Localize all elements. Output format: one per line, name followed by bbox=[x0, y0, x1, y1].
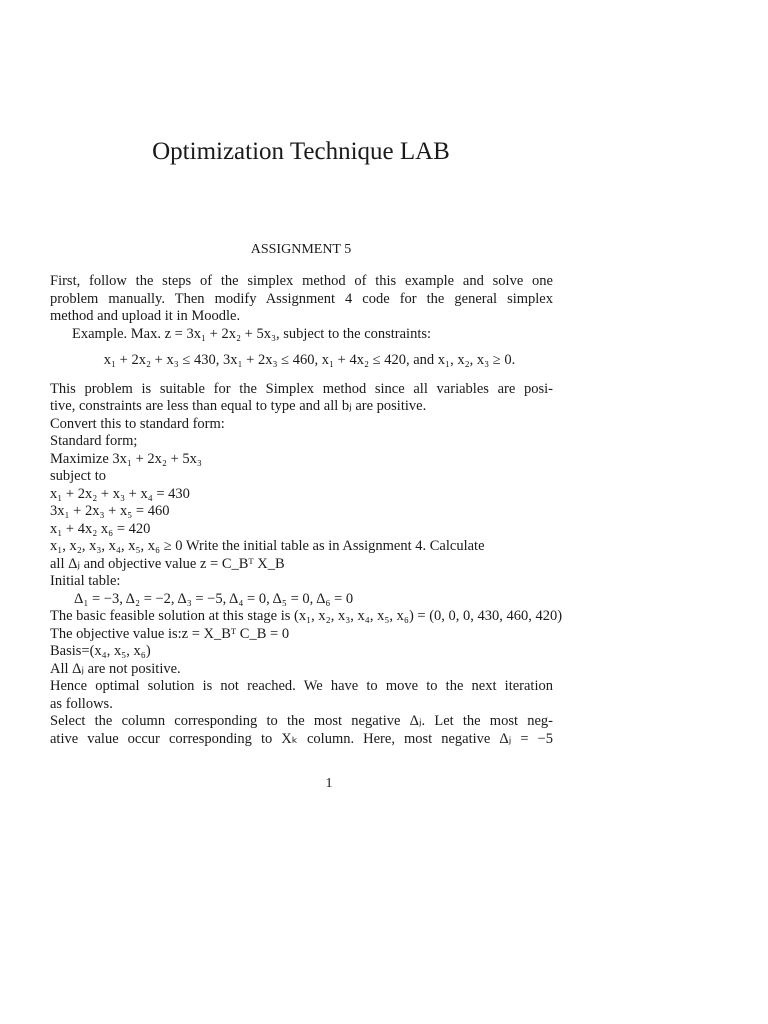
select-column-line-1: Select the column corresponding to the most negative Δⱼ. Let the most neg- bbox=[50, 713, 553, 729]
not-positive-line: All Δⱼ are not positive. bbox=[50, 660, 181, 677]
intro-line-3: method and upload it in Moodle. bbox=[50, 308, 241, 324]
page-number: 1 bbox=[325, 776, 333, 791]
intro-line-2: problem manually. Then modify Assignment 4 code for the general simplex bbox=[50, 290, 553, 307]
assignment-heading: ASSIGNMENT 5 bbox=[250, 242, 352, 257]
delta-values: Δ₁ = −3, Δ₂ = −2, Δ₃ = −5, Δ₄ = 0, Δ₅ = 0, Δ₆ = 0 bbox=[74, 590, 354, 607]
constraint-3: x₁ + 4x₂ x₆ = 420 bbox=[50, 520, 151, 537]
standard-form-label: Standard form; bbox=[50, 433, 138, 449]
as-follows-line: as follows. bbox=[50, 695, 113, 712]
nonnegativity-line: x₁, x₂, x₃, x₄, x₅, x₆ ≥ 0 Write the initial table as in Assignment 4. Calculate bbox=[50, 538, 485, 554]
example-statement: Example. Max. z = 3x₁ + 2x₂ + 5x₃, subject to the constraints: bbox=[72, 325, 432, 342]
bfs-line: The basic feasible solution at this stage is (x₁, x₂, x₃, x₄, x₅, x₆) = (0, 0, 0, 430, 460, 420) bbox=[50, 608, 563, 624]
basis-line: Basis=(x₄, x₅, x₆) bbox=[50, 643, 151, 659]
constraint-2: 3x₁ + 2x₃ + x₅ = 460 bbox=[50, 503, 170, 519]
initial-table-label: Initial table: bbox=[50, 573, 121, 589]
not-optimal-line: Hence optimal solution is not reached. We have to move to the next iteration bbox=[50, 678, 553, 694]
select-column-line-2: ative value occur corresponding to Xₖ column. Here, most negative Δⱼ = −5 bbox=[50, 730, 553, 747]
subject-to-line: subject to bbox=[50, 468, 106, 484]
objective-line: The objective value is:z = X_Bᵀ C_B = 0 bbox=[50, 625, 290, 642]
document-body bbox=[50, 273, 563, 748]
maximize-line: Maximize 3x₁ + 2x₂ + 5x₃ bbox=[50, 450, 202, 467]
calculate-line: all Δⱼ and objective value z = C_Bᵀ X_B bbox=[50, 555, 285, 572]
suitability-line-1: This problem is suitable for the Simplex method since all variables are posi- bbox=[50, 380, 553, 397]
suitability-line-2: tive, constraints are less than equal to type and all bⱼ are positive. bbox=[50, 398, 427, 414]
constraint-1: x₁ + 2x₂ + x₃ + x₄ = 430 bbox=[50, 485, 190, 502]
constraints-equation: x₁ + 2x₂ + x₃ ≤ 430, 3x₁ + 2x₃ ≤ 460, x₁ + 4x₂ ≤ 420, and x₁, x₂, x₃ ≥ 0. bbox=[103, 352, 516, 368]
convert-line: Convert this to standard form: bbox=[50, 415, 225, 432]
document-title: Optimization Technique LAB bbox=[152, 138, 450, 165]
intro-line-1: First, follow the steps of the simplex method of this example and solve one bbox=[50, 273, 553, 289]
